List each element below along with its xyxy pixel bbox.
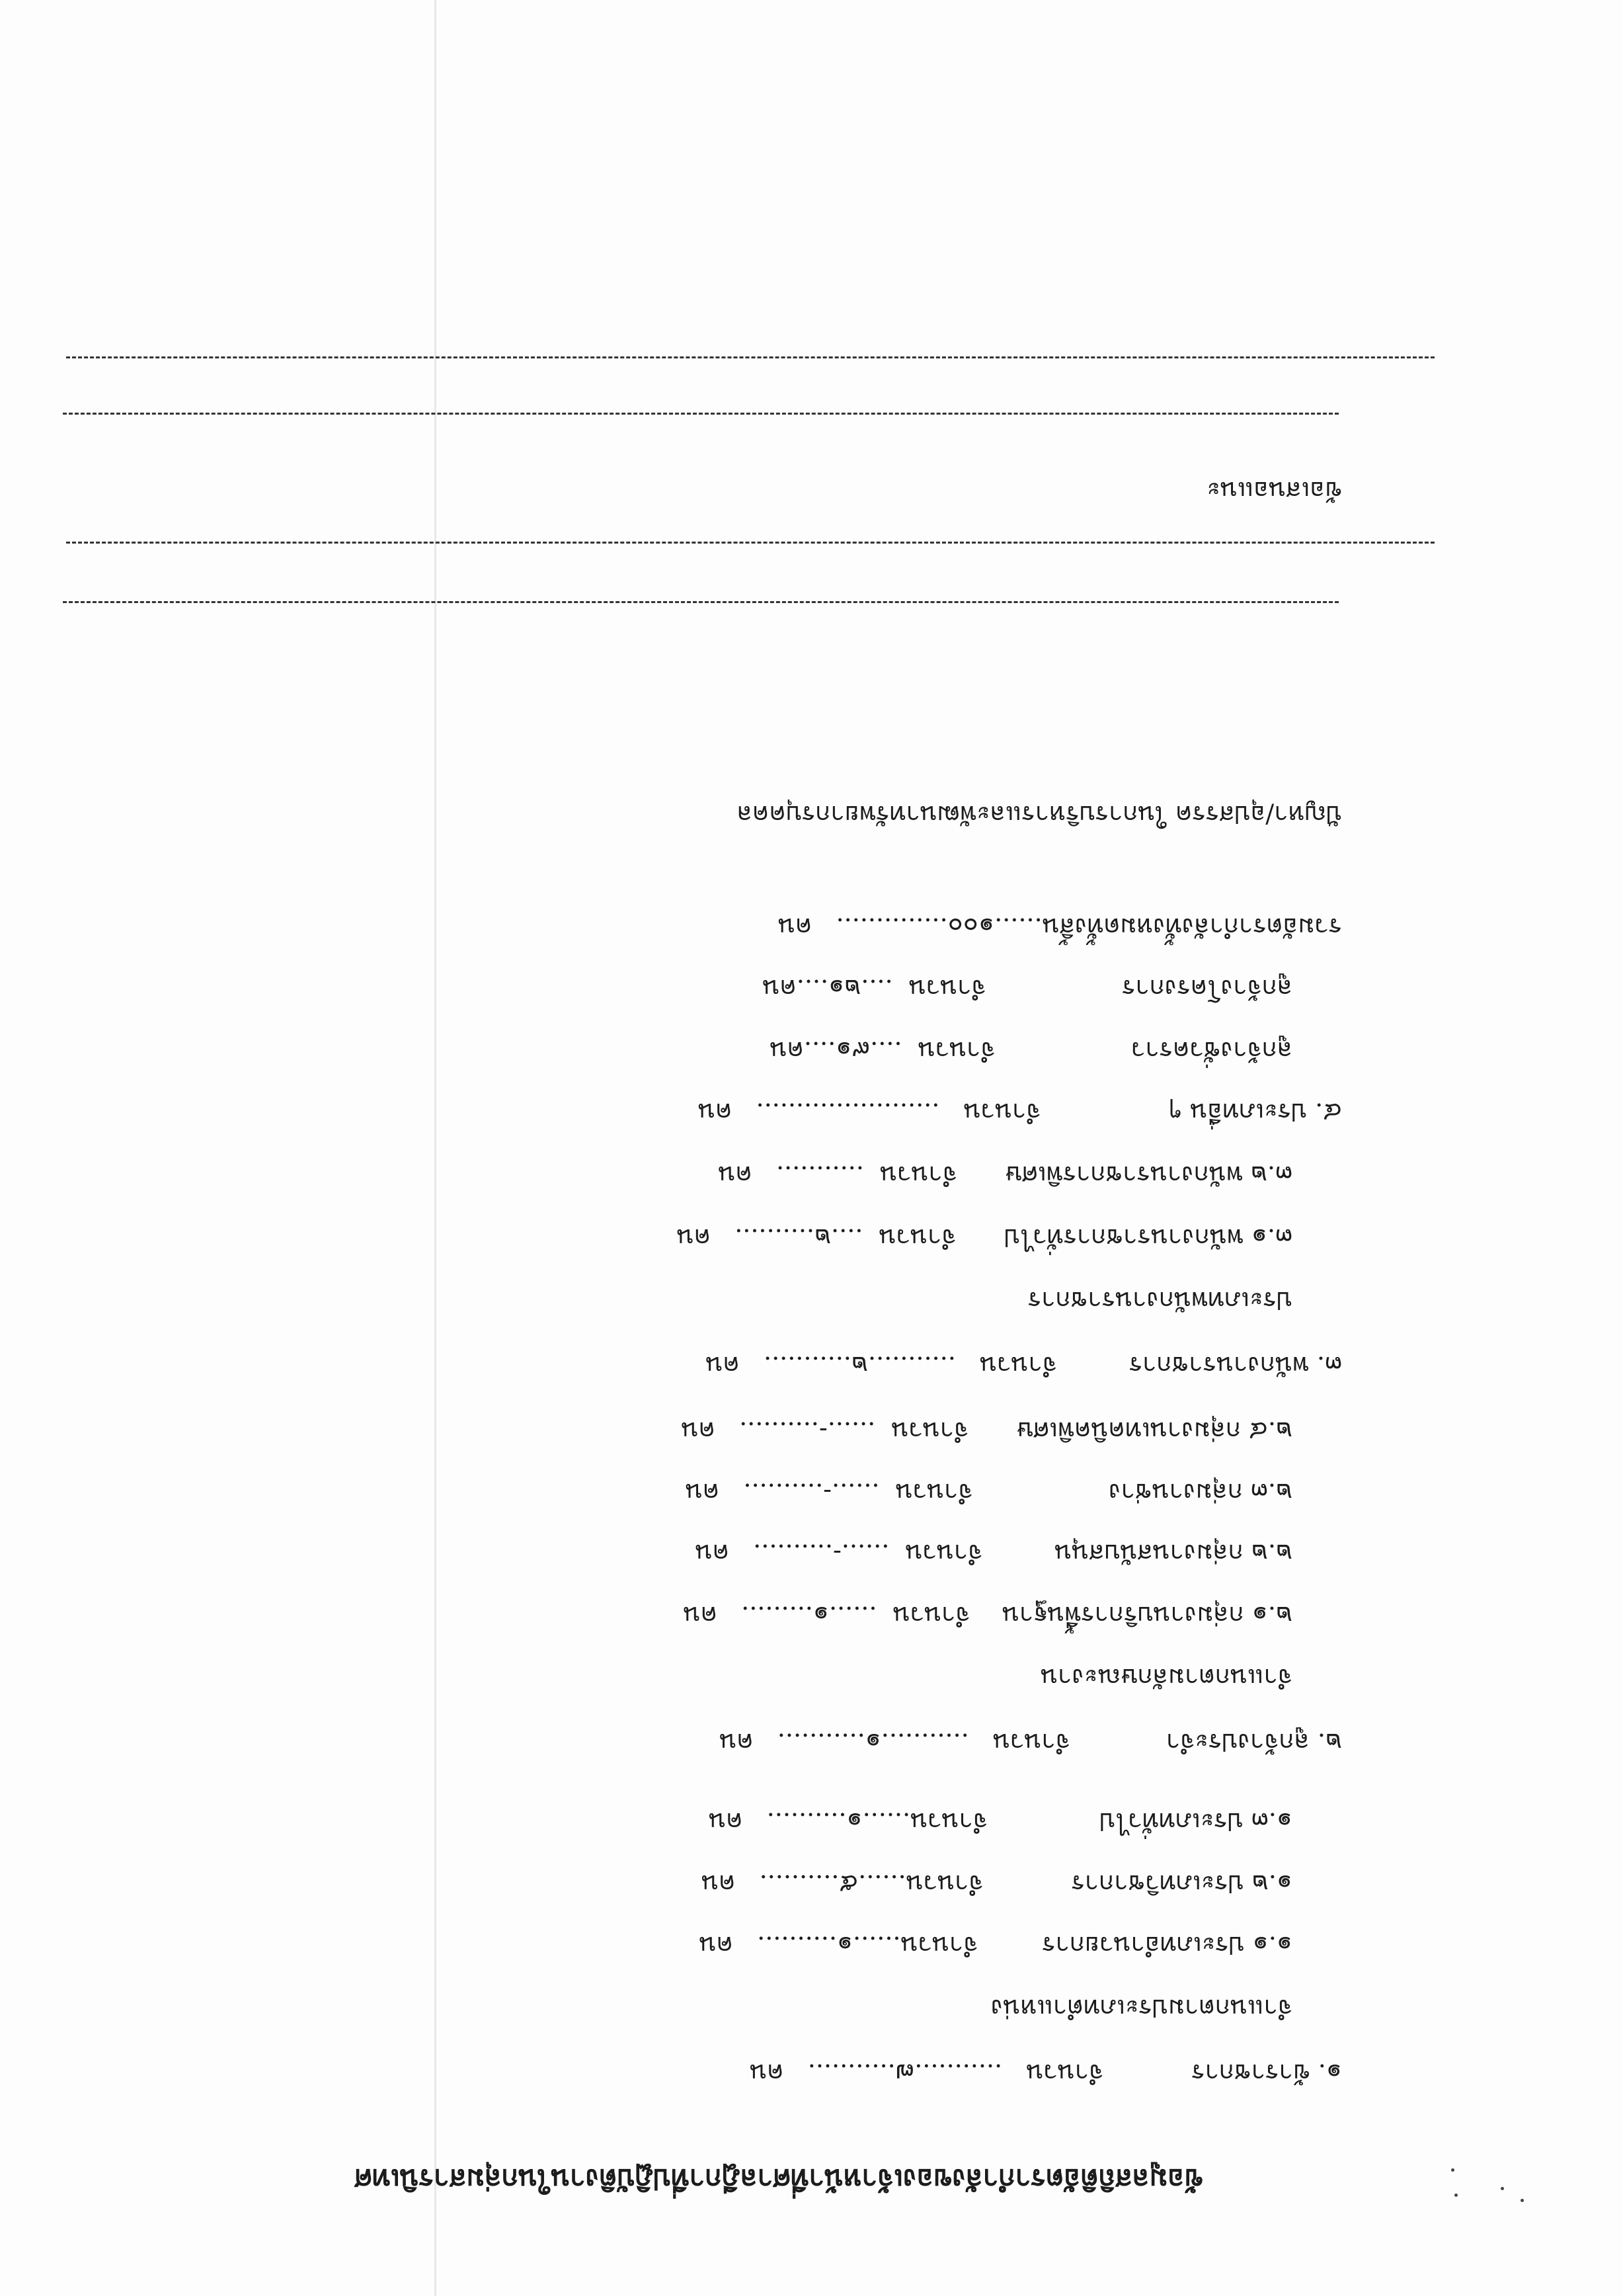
- section-4-2: ลูกจ้างโครงการ จำนวน ....๒๑....คน: [762, 974, 1292, 1003]
- problems-heading: ปัญหา/อุปสรรค ในการบริหารและพัฒนาทรัพยากรบุคคล: [736, 800, 1342, 829]
- section-4-1: ลูกจ้างชั่วคราว จำนวน ....๙๑....คน: [770, 1036, 1292, 1065]
- paper-fold-line: [434, 0, 436, 2296]
- section-2-permanent-employees: ๒. ลูกจ้างประจำ จำนวน ...........๑........... คน: [719, 1728, 1342, 1757]
- suggestions-dashed-line-1: [63, 413, 1339, 415]
- scan-speck: [1451, 2168, 1454, 2172]
- section-1-heading: จำแนกตามประเภทตำแหน่ง: [990, 1994, 1292, 2023]
- section-2-3: ๒.๓ กลุ่มงานช่าง จำนวน ......-.......... คน: [685, 1478, 1292, 1507]
- section-1-3: ๑.๓ ประเภททั่วไป จำนวน......๑.......... คน: [709, 1807, 1292, 1836]
- section-1-1: ๑.๑ ประเภทอำนวยการ จำนวน......๑.......... คน: [699, 1931, 1292, 1960]
- section-2-heading: จำแนกตามลักษณะงาน: [1040, 1663, 1292, 1692]
- problems-dashed-line-2: [66, 542, 1435, 544]
- problems-dashed-line-1: [63, 601, 1339, 603]
- section-1-civil-servants: ๑. ข้าราชการ จำนวน ...........๗........... คน: [750, 2059, 1342, 2088]
- section-1-2: ๑.๒ ประเภทวิชาการ จำนวน......๕.......... คน: [701, 1869, 1292, 1899]
- scan-speck: [1521, 2199, 1524, 2202]
- suggestions-heading: ข้อเสนอแนะ: [1207, 476, 1342, 505]
- section-3-heading: ประเภทพนักงานราชการ: [1027, 1286, 1292, 1315]
- section-2-1: ๒.๑ กลุ่มงานบริการพื้นฐาน จำนวน ......๑......... คน: [683, 1601, 1292, 1630]
- section-2-4: ๒.๔ กลุ่มงานเทคนิคพิเศษ จำนวน ......-.......... คน: [681, 1416, 1292, 1446]
- scan-speck: [1454, 2194, 1458, 2197]
- section-3-2: ๓.๒ พนักงานราชการพิเศษ จำนวน ........... คน: [718, 1161, 1292, 1190]
- document-title: ข้อมูลสถิติอัตรากำลังของเจ้าหน้าที่ศาลฎีกาที่ปฏิบัติงานในกลุ่มสารนิเทศ: [354, 2163, 1203, 2195]
- section-3-1: ๓.๑ พนักงานราชการทั่วไป จำนวน ....๒.......... คน: [676, 1223, 1292, 1252]
- section-4-other: ๔. ประเภทอื่น ๆ จำนวน ....................... คน: [697, 1098, 1342, 1127]
- section-3-government-employees: ๓. พนักงานราชการ จำนวน ...........๒........... คน: [705, 1351, 1342, 1380]
- suggestions-dashed-line-2: [66, 356, 1435, 358]
- scan-speck: [1501, 2187, 1504, 2190]
- total-staff: รวมอัตรากำลังทั้งหมดทั้งสิ้น......๑๐๐.............. คน: [777, 913, 1342, 942]
- section-2-2: ๒.๒ กลุ่มงานสนับสนุน จำนวน ......-.......... คน: [695, 1539, 1292, 1568]
